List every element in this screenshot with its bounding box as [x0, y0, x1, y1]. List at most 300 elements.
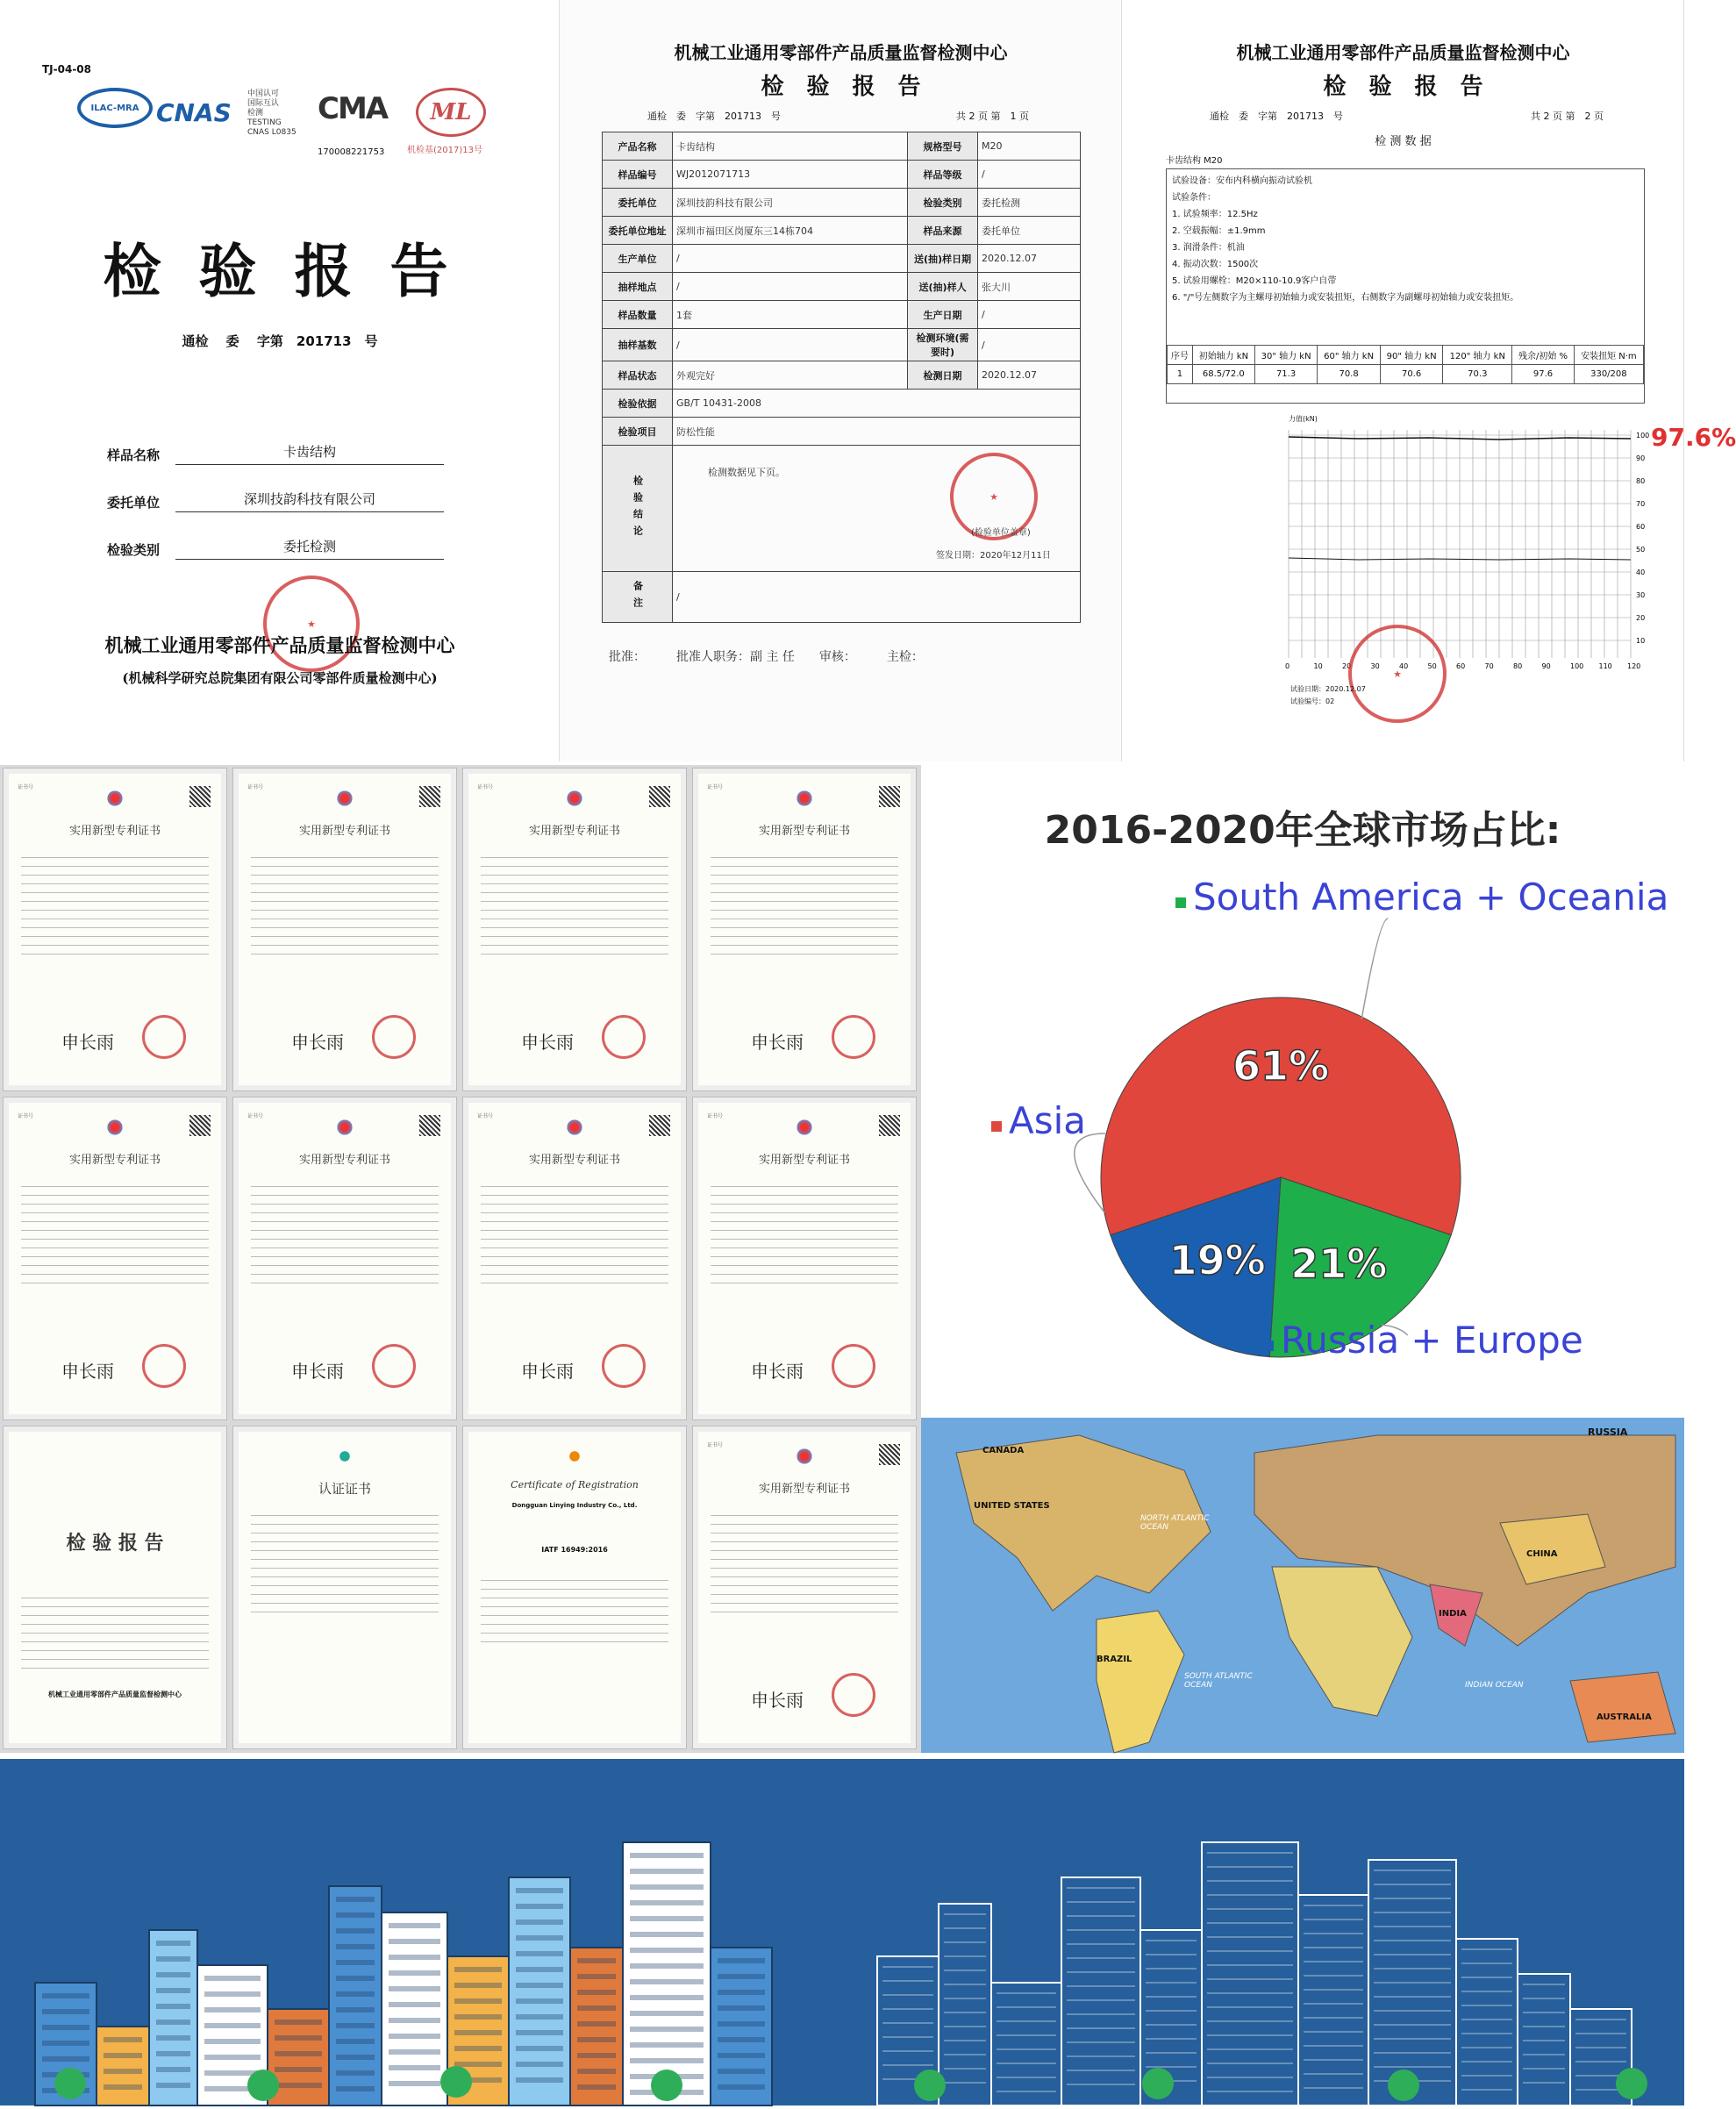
city-banner — [0, 1759, 1684, 2105]
ml-number: 机检基(2017)13号 — [407, 146, 482, 155]
p1-field-value: WJ2012071713 — [673, 161, 908, 189]
building-window-row — [630, 2027, 704, 2032]
map-svg — [921, 1418, 1684, 1753]
p2-data-table — [1167, 345, 1644, 384]
building-window-row — [718, 2069, 765, 2074]
qr-code-icon — [189, 786, 211, 807]
p2-data-cell: 70.6 — [1380, 365, 1443, 384]
building-window-row — [336, 2070, 375, 2076]
cert-title: Certificate of Registration — [511, 1479, 639, 1491]
building-window-row — [336, 2086, 375, 2091]
building-window-row — [336, 2055, 375, 2060]
building-outline — [1061, 1877, 1140, 2105]
building-window-row — [718, 2021, 765, 2027]
p2-highlight: 97.6% — [1651, 423, 1736, 452]
building-window-row — [42, 2041, 89, 2046]
p1-field-value: / — [673, 273, 908, 301]
building-window-row — [516, 2046, 563, 2051]
pie-value-label: 19% — [1168, 1236, 1266, 1284]
building-window-row — [577, 2069, 616, 2074]
tree — [1616, 2068, 1647, 2099]
building-window-row — [577, 2005, 616, 2011]
building-window-row — [204, 2023, 261, 2028]
building-window-row — [389, 1970, 440, 1976]
building-window-row — [516, 2062, 563, 2067]
p2-graph-note2: 试验编号：02 — [1290, 697, 1335, 705]
building-window-row — [156, 1988, 190, 1993]
cert-title: 实用新型专利证书 — [758, 1154, 850, 1167]
map-label-us: UNITED STATES — [974, 1501, 1050, 1511]
world-map — [921, 1418, 1684, 1753]
report-page-1 — [560, 0, 1122, 761]
p1-field-label: 送(抽)样日期 — [908, 245, 978, 273]
legend-swatch — [991, 1121, 1002, 1132]
tree — [247, 2070, 279, 2101]
map-label-australia: AUSTRALIA — [1597, 1712, 1652, 1722]
p2-seal: ★ — [1348, 625, 1447, 723]
qr-code-icon — [649, 1115, 670, 1136]
building-window-row — [454, 1967, 502, 1972]
building-window-row — [204, 1976, 261, 1981]
building-window-row — [275, 2035, 322, 2041]
building-window-row — [718, 1958, 765, 1963]
building-window-row — [336, 1928, 375, 1934]
building-window-row — [577, 2037, 616, 2042]
africa-shape — [1272, 1567, 1412, 1716]
patent-logo-icon — [566, 1119, 583, 1136]
graph-xtick: 10 — [1313, 662, 1323, 670]
tree — [914, 2070, 946, 2101]
certificate-11 — [463, 1426, 686, 1748]
cover-title: 检 验 报 告 — [103, 237, 457, 305]
building-window-row — [336, 1897, 375, 1902]
building-window-row — [156, 2020, 190, 2025]
auth-logo-icon — [336, 1448, 354, 1465]
cover-value-sample: 卡齿结构 — [175, 442, 444, 465]
p1-row — [603, 273, 1081, 301]
building-window-row — [454, 2046, 502, 2051]
building-window-row — [204, 2055, 261, 2060]
graph-ytick: 20 — [1636, 614, 1646, 622]
building-outline — [1202, 1842, 1298, 2105]
building-window-row — [630, 2011, 704, 2016]
building-window-row — [516, 1967, 563, 1972]
p2-data-cell: 71.3 — [1254, 365, 1318, 384]
building-window-row — [42, 2009, 89, 2014]
cert-signature: 申长雨 — [751, 1032, 804, 1053]
ml-logo: ML — [416, 88, 486, 137]
building-window-row — [336, 1912, 375, 1918]
certificate-6: 证书号 实用新型专利证书 申长雨 — [233, 1097, 456, 1419]
building-window-row — [156, 1941, 190, 1946]
p1-field-value: 委托单位 — [978, 217, 1081, 245]
p1-remark-label: 备注 — [603, 572, 673, 623]
p1-field-value: 1套 — [673, 301, 908, 329]
certificate-1: 证书号 实用新型专利证书 申长雨 — [4, 769, 226, 1090]
p1-field-label: 样品编号 — [603, 161, 673, 189]
qr-code-icon — [189, 1115, 211, 1136]
building-window-row — [389, 1923, 440, 1928]
qr-code-icon — [879, 1444, 900, 1465]
p1-row — [603, 245, 1081, 273]
p2-graph-label: 力值(kN) — [1289, 415, 1318, 423]
certificate-4: 证书号 实用新型专利证书 申长雨 — [693, 769, 916, 1090]
legend-swatch — [1263, 1340, 1274, 1351]
cert-title: 检 验 报 告 — [66, 1532, 164, 1555]
cert-seal — [832, 1673, 875, 1717]
p1-field-label: 委托单位 — [603, 189, 673, 217]
p2-data-box — [1166, 168, 1645, 404]
cnas-text: 中国认可 国际互认 检测 TESTING CNAS L0835 — [247, 89, 296, 137]
report-page-2 — [1122, 0, 1736, 761]
p2-condition-line: 试验条件： — [1172, 193, 1216, 203]
report-cover — [0, 0, 560, 761]
building-window-row — [516, 1888, 563, 1893]
p2-data-cell: 70.3 — [1443, 365, 1512, 384]
cert-signature: 申长雨 — [521, 1032, 574, 1053]
building-window-row — [42, 2025, 89, 2030]
cert-company: Dongguan Linying Industry Co., Ltd. — [511, 1502, 638, 1509]
building-window-row — [156, 2004, 190, 2009]
building — [623, 1842, 711, 2105]
p1-info-table — [602, 132, 1081, 623]
p2-condition-line: 2. 空载振幅：±1.9mm — [1172, 226, 1266, 236]
map-label-s-atlantic: SOUTH ATLANTIC OCEAN — [1184, 1672, 1253, 1690]
building-window-row — [630, 1963, 704, 1969]
building-window-row — [156, 1972, 190, 1977]
qr-code-icon — [419, 786, 440, 807]
p2-sample: 卡齿结构 M20 — [1166, 156, 1223, 166]
building-window-row — [630, 1900, 704, 1905]
building-window-row — [104, 2069, 142, 2074]
building-outline — [991, 1983, 1061, 2105]
building-window-row — [454, 1983, 502, 1988]
p1-field-label: 检测日期 — [908, 361, 978, 390]
cert-signature: 申长雨 — [291, 1032, 344, 1053]
graph-ytick: 90 — [1636, 454, 1646, 462]
p2-title: 检 验 报 告 — [1323, 74, 1483, 100]
legend-swatch — [1175, 897, 1186, 908]
graph-xtick: 110 — [1598, 662, 1612, 670]
p1-basis-label: 检验依据 — [603, 390, 673, 418]
p2-header-cell: 残余/初始 % — [1512, 346, 1575, 365]
building-window-row — [389, 2049, 440, 2055]
building-window-row — [516, 2014, 563, 2020]
graph-xtick: 20 — [1342, 662, 1352, 670]
graph-xtick: 80 — [1513, 662, 1523, 670]
cert-signature: 申长雨 — [751, 1690, 804, 1711]
graph-xtick: 30 — [1370, 662, 1380, 670]
patent-logo-icon — [106, 1119, 124, 1136]
p2-section: 检 测 数 据 — [1375, 135, 1432, 148]
p1-row — [603, 301, 1081, 329]
p1-field-value: / — [978, 301, 1081, 329]
cert-seal — [142, 1015, 186, 1059]
cover-number: 通检 委 字第 201713 号 — [182, 333, 378, 349]
p1-field-label: 抽样基数 — [603, 329, 673, 361]
p1-field-label: 样品状态 — [603, 361, 673, 390]
building-window-row — [389, 2002, 440, 2007]
p2-condition-line: 5. 试验用螺栓：M20×110-10.9客户自带 — [1172, 276, 1337, 286]
cert-signature: 申长雨 — [61, 1361, 114, 1382]
building-window-row — [156, 2035, 190, 2041]
cert-seal — [372, 1344, 416, 1388]
tree — [440, 2066, 472, 2098]
certificate-5: 证书号 实用新型专利证书 申长雨 — [4, 1097, 226, 1419]
map-label-brazil: BRAZIL — [1097, 1655, 1132, 1664]
p1-org: 机械工业通用零部件产品质量监督检测中心 — [674, 42, 1008, 63]
building-window-row — [516, 1935, 563, 1941]
p1-field-value: 外观完好 — [673, 361, 908, 390]
graph-ytick: 10 — [1636, 637, 1646, 645]
building — [509, 1877, 570, 2105]
cert-seal — [602, 1344, 646, 1388]
qr-code-icon — [649, 786, 670, 807]
cert-title: 实用新型专利证书 — [298, 1154, 390, 1167]
p1-field-label: 生产日期 — [908, 301, 978, 329]
building-window-row — [718, 2084, 765, 2090]
graph-ytick: 40 — [1636, 568, 1646, 576]
building-window-row — [156, 1956, 190, 1962]
cover-value-client: 深圳技韵科技有限公司 — [175, 490, 444, 512]
cert-signature: 申长雨 — [61, 1032, 114, 1053]
building-window-row — [516, 1951, 563, 1956]
p1-field-label: 生产单位 — [603, 245, 673, 273]
p2-number: 通检 委 字第 201713 号 — [1210, 111, 1343, 122]
map-label-canada: CANADA — [982, 1446, 1025, 1455]
building-window-row — [577, 1974, 616, 1979]
p1-row — [603, 132, 1081, 161]
building-window-row — [204, 2039, 261, 2044]
patent-logo-icon — [796, 1119, 813, 1136]
cover-org: 机械工业通用零部件产品质量监督检测中心 — [104, 634, 455, 656]
certificate-10 — [233, 1426, 456, 1748]
building-window-row — [454, 2030, 502, 2035]
building-window-row — [718, 1990, 765, 1995]
cert-title: 实用新型专利证书 — [528, 825, 620, 838]
p2-condition-line: 3. 润滑条件：机油 — [1172, 243, 1245, 253]
building-outline — [1518, 1974, 1570, 2105]
cert-title: 实用新型专利证书 — [68, 825, 161, 838]
certificate-7: 证书号 实用新型专利证书 申长雨 — [463, 1097, 686, 1419]
tree — [1142, 2068, 1174, 2099]
cert-org: 机械工业通用零部件产品质量监督检测中心 — [48, 1691, 182, 1698]
p1-field-value: 2020.12.07 — [978, 245, 1081, 273]
building-window-row — [104, 2037, 142, 2042]
building-window-row — [336, 2023, 375, 2028]
building-window-row — [630, 1979, 704, 1984]
p2-header-cell: 初始轴力 kN — [1192, 346, 1254, 365]
map-label-india: INDIA — [1439, 1609, 1467, 1619]
map-label-china: CHINA — [1526, 1549, 1558, 1559]
p1-item: 防松性能 — [673, 418, 1081, 446]
p1-field-value: 张大川 — [978, 273, 1081, 301]
building-window-row — [389, 2065, 440, 2070]
building-window-row — [104, 2084, 142, 2090]
building-window-row — [718, 2005, 765, 2011]
cert-seal — [832, 1015, 875, 1059]
building-window-row — [156, 2051, 190, 2056]
building-window-row — [516, 1920, 563, 1925]
graph-ytick: 50 — [1636, 546, 1646, 554]
reg-logo-icon — [566, 1448, 583, 1465]
building-window-row — [718, 2053, 765, 2058]
cert-seal — [602, 1015, 646, 1059]
p1-item-label: 检验项目 — [603, 418, 673, 446]
p1-conclusion-label: 检验结论 — [603, 446, 673, 572]
building-window-row — [630, 1916, 704, 1921]
p2-data-cell: 97.6 — [1512, 365, 1575, 384]
p2-header-cell: 安装扭矩 N·m — [1574, 346, 1643, 365]
building-window-row — [389, 2081, 440, 2086]
graph-ytick: 80 — [1636, 477, 1646, 485]
building-window-row — [630, 2042, 704, 2048]
cert-signature: 申长雨 — [521, 1361, 574, 1382]
p1-row — [603, 189, 1081, 217]
building-window-row — [389, 1955, 440, 1960]
certificate-2: 证书号 实用新型专利证书 申长雨 — [233, 769, 456, 1090]
graph-xtick: 50 — [1427, 662, 1437, 670]
building-window-row — [336, 1976, 375, 1981]
cert-title: 实用新型专利证书 — [528, 1154, 620, 1167]
cma-number: 170008221753 — [318, 147, 385, 157]
p1-issue-date: 签发日期：2020年12月11日 — [936, 551, 1051, 561]
p1-field-label: 产品名称 — [603, 132, 673, 161]
map-label-russia: RUSSIA — [1588, 1426, 1628, 1438]
pie-value-label: 21% — [1290, 1240, 1388, 1288]
qr-code-icon — [879, 1115, 900, 1136]
graph-ytick: 30 — [1636, 591, 1646, 599]
cert-title: 认证证书 — [318, 1481, 371, 1497]
graph-ytick: 100 — [1636, 432, 1650, 440]
p1-conclusion: 检测数据见下页。 — [708, 467, 785, 478]
p1-field-label: 检验类别 — [908, 189, 978, 217]
p1-field-label: 检测环境(需要时) — [908, 329, 978, 361]
form-code: TJ-04-08 — [42, 63, 92, 75]
p1-field-value: / — [978, 329, 1081, 361]
p1-row — [603, 329, 1081, 361]
australia-shape — [1570, 1672, 1675, 1742]
p2-condition-line: 试验设备：安布内科横向振动试验机 — [1172, 176, 1312, 186]
south-america-shape — [1097, 1611, 1184, 1753]
patent-logo-icon — [336, 1119, 354, 1136]
certificate-grid — [0, 765, 921, 1753]
graph-xtick: 60 — [1456, 662, 1466, 670]
graph-ytick: 60 — [1636, 523, 1646, 531]
patent-logo-icon — [796, 790, 813, 807]
building-window-row — [389, 2018, 440, 2023]
p2-header-cell: 序号 — [1168, 346, 1193, 365]
cert-title: 实用新型专利证书 — [68, 1154, 161, 1167]
building-window-row — [336, 2007, 375, 2012]
building-window-row — [454, 2014, 502, 2020]
map-label-n-atlantic: NORTH ATLANTIC OCEAN — [1140, 1514, 1210, 1532]
legend-label: South America + Oceania — [1193, 876, 1669, 919]
cma-logo: CMA — [318, 91, 388, 126]
building-window-row — [336, 1944, 375, 1949]
building-window-row — [275, 2051, 322, 2056]
p2-page-no: 共 2 页 第 2 页 — [1531, 111, 1604, 122]
building-window-row — [630, 1869, 704, 1874]
p1-row — [603, 217, 1081, 245]
cert-signature: 申长雨 — [751, 1361, 804, 1382]
building-window-row — [516, 1904, 563, 1909]
cover-seal: ★ — [263, 576, 360, 672]
building-window-row — [577, 2084, 616, 2090]
pie-svg — [921, 765, 1684, 1418]
graph-xtick: 120 — [1627, 662, 1641, 670]
building-window-row — [42, 1993, 89, 1998]
p1-field-label: 规格型号 — [908, 132, 978, 161]
p1-field-label: 委托单位地址 — [603, 217, 673, 245]
building-window-row — [577, 2053, 616, 2058]
p1-field-label: 样品数量 — [603, 301, 673, 329]
p1-remark: / — [673, 572, 1081, 623]
p1-field-value: 卡齿结构 — [673, 132, 908, 161]
building-window-row — [275, 2067, 322, 2072]
graph-xtick: 100 — [1570, 662, 1584, 670]
cert-seal — [142, 1344, 186, 1388]
pie-value-label: 61% — [1232, 1041, 1330, 1090]
building-window-row — [336, 1960, 375, 1965]
building-window-row — [104, 2053, 142, 2058]
p1-number: 通检 委 字第 201713 号 — [647, 111, 781, 122]
cover-label-type: 检验类别 — [107, 542, 161, 558]
graph-ytick: 70 — [1636, 500, 1646, 508]
p2-org: 机械工业通用零部件产品质量监督检测中心 — [1236, 42, 1570, 63]
p2-header-cell: 60" 轴力 kN — [1318, 346, 1381, 365]
legend-label: Asia — [1009, 1099, 1087, 1142]
certificate-8: 证书号 实用新型专利证书 申长雨 — [693, 1097, 916, 1419]
cover-label-sample: 样品名称 — [107, 447, 161, 463]
p1-field-value: / — [673, 329, 908, 361]
p1-seal: ★ — [950, 453, 1038, 540]
p2-data-cell: 68.5/72.0 — [1192, 365, 1254, 384]
p1-field-value: / — [673, 245, 908, 273]
p1-field-value: 深圳市福田区岗厦东三14栋704 — [673, 217, 908, 245]
p2-data-cell: 70.8 — [1318, 365, 1381, 384]
market-share-chart — [921, 765, 1684, 1418]
building-window-row — [577, 1958, 616, 1963]
building-window-row — [336, 1991, 375, 1997]
graph-xtick: 70 — [1484, 662, 1494, 670]
p1-field-label: 抽样地点 — [603, 273, 673, 301]
building-window-row — [389, 1939, 440, 1944]
building-window-row — [630, 1995, 704, 2000]
building-window-row — [516, 2077, 563, 2083]
graph-xtick: 40 — [1399, 662, 1409, 670]
p1-stamp-text: (检验单位盖章) — [971, 528, 1031, 538]
building-window-row — [204, 2007, 261, 2012]
city-skyline — [0, 1759, 1684, 2105]
p1-field-value: 委托检测 — [978, 189, 1081, 217]
cert-seal — [832, 1344, 875, 1388]
chart-title: 2016-2020年全球市场占比: — [1044, 808, 1561, 853]
p1-row — [603, 161, 1081, 189]
building-window-row — [275, 2083, 322, 2088]
p1-field-value: / — [978, 161, 1081, 189]
p2-condition-line: 6. "/"号左侧数字为主螺母初始轴力或安装扭矩，右侧数字为副螺母初始轴力或安装扭矩。 — [1172, 293, 1519, 303]
building-window-row — [516, 1983, 563, 1988]
building-outline — [939, 1904, 991, 2105]
p2-condition-line: 1. 试验频率：12.5Hz — [1172, 210, 1258, 219]
patent-logo-icon — [336, 790, 354, 807]
ilac-logo: ILAC-MRA — [77, 88, 153, 128]
cert-seal — [372, 1015, 416, 1059]
building-window-row — [718, 2037, 765, 2042]
building-window-row — [204, 1991, 261, 1997]
building-window-row — [42, 2056, 89, 2062]
